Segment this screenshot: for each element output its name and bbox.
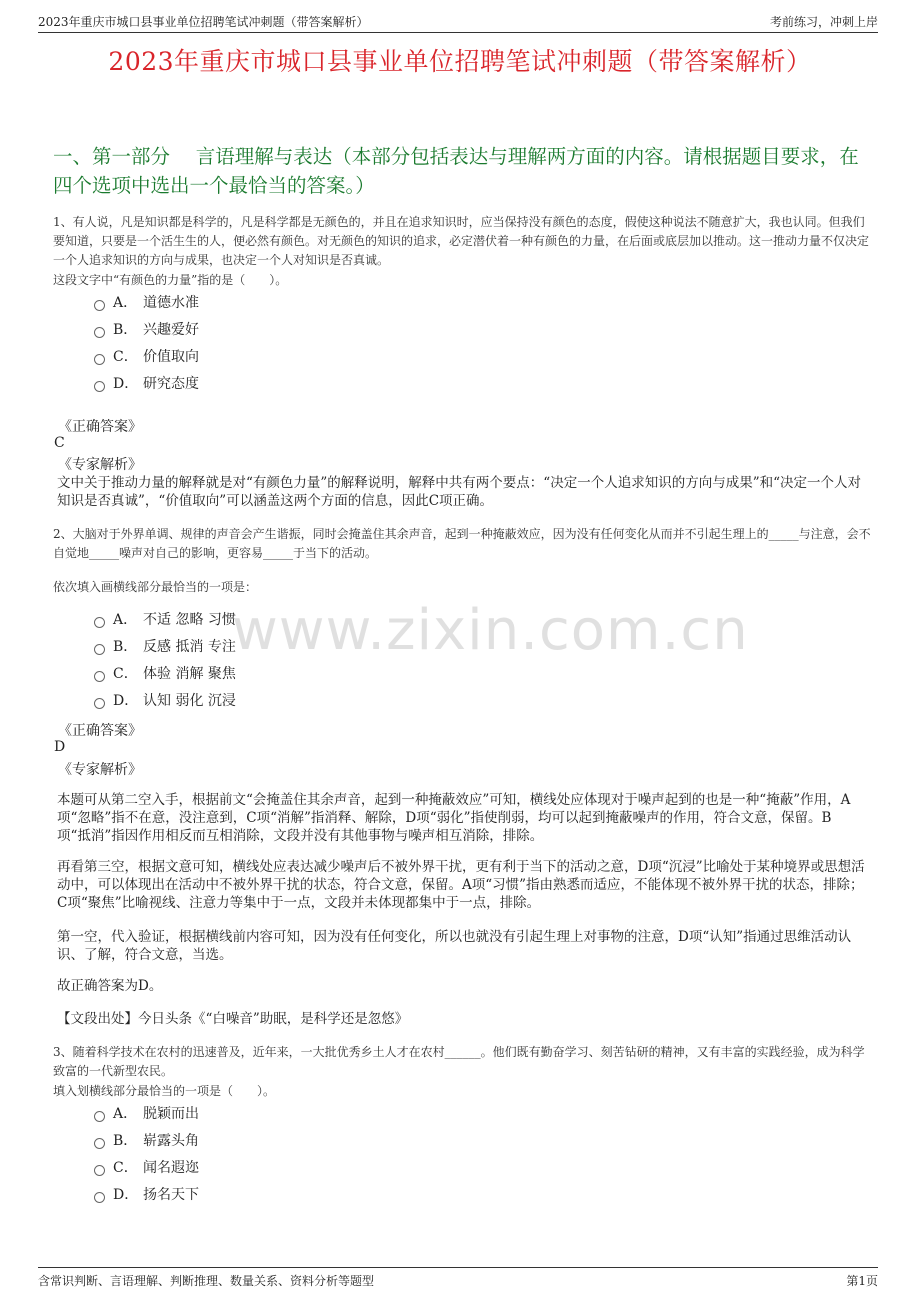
- q2-answer: D: [54, 739, 66, 755]
- radio-icon[interactable]: [94, 354, 105, 365]
- document-title: 2023年重庆市城口县事业单位招聘笔试冲刺题（带答案解析）: [108, 47, 812, 76]
- option-letter: A．: [113, 1106, 138, 1122]
- radio-icon[interactable]: [94, 698, 105, 709]
- radio-icon[interactable]: [94, 1165, 105, 1176]
- radio-icon[interactable]: [94, 1138, 105, 1149]
- option-text: 道德水准: [143, 295, 199, 311]
- q2-option-c[interactable]: [94, 662, 236, 684]
- option-letter: C．: [113, 666, 138, 682]
- radio-icon[interactable]: [94, 300, 105, 311]
- page-header: [38, 10, 878, 33]
- question-3-prompt: 填入划横线部分最恰当的一项是（ ）。: [53, 1084, 276, 1098]
- section-title: 一、第一部分 言语理解与表达（本部分包括表达与理解两方面的内容。请根据题目要求，在四个选项中选出一个最恰当的答案。）: [53, 145, 859, 197]
- option-letter: C．: [113, 349, 138, 365]
- q2-analysis-para: 故正确答案为D。: [57, 978, 163, 994]
- q2-source: 【文段出处】今日头条《“白噪音”助眠，是科学还是忽悠》: [57, 1011, 409, 1027]
- q1-answer-label: 《正确答案》: [58, 419, 142, 435]
- q2-option-d[interactable]: [94, 689, 236, 711]
- q2-analysis-para: 再看第三空，根据文意可知，横线处应表达减少噪声后不被外界干扰，更有利于当下的活动之意，D项“沉浸”比喻处于某种境界或思想活动中，可以体现出在活动中不被外界干扰的状态，符合文意，保留。A项“习惯”指由熟悉而适应，不能体现不被外界干扰的状态，排除；C项“聚焦”比喻视线、注意力等集中于一点，文段并未体现都集中于一点，排除。: [57, 859, 865, 911]
- option-text: 价值取向: [143, 349, 199, 365]
- q2-analysis-label: 《专家解析》: [58, 762, 142, 778]
- radio-icon[interactable]: [94, 644, 105, 655]
- question-2-text: 2、大脑对于外界单调、规律的声音会产生谐振，同时会掩盖住其余声音，起到一种掩蔽效应，因为没有任何变化从而并不引起生理上的_____与注意，会不自觉地_____噪声对自己的影响，更容易_____于当下的活动。: [53, 527, 871, 560]
- q1-answer: C: [54, 435, 65, 451]
- option-text: 研究态度: [143, 376, 199, 392]
- radio-icon[interactable]: [94, 1192, 105, 1203]
- option-letter: A．: [113, 295, 138, 311]
- q1-option-b[interactable]: [94, 318, 199, 340]
- q2-option-a[interactable]: [94, 608, 236, 630]
- q2-analysis-para: 本题可从第二空入手，根据前文“会掩盖住其余声音，起到一种掩蔽效应”可知，横线处应体现对于噪声起到的也是一种“掩蔽”作用，A项“忽略”指不在意，没注意到，C项“消解”指消释、解除，D项“弱化”指使削弱，均可以起到掩蔽噪声的作用，符合文意，保留。B项“抵消”指因作用相反而互相消除，文段并没有其他事物与噪声相互消除，排除。: [57, 792, 851, 844]
- option-letter: D．: [113, 1187, 139, 1203]
- option-letter: B．: [113, 1133, 138, 1149]
- option-text: 脱颖而出: [143, 1106, 199, 1122]
- option-letter: B．: [113, 639, 138, 655]
- q3-option-c[interactable]: [94, 1156, 199, 1178]
- q1-option-d[interactable]: [94, 372, 199, 394]
- radio-icon[interactable]: [94, 617, 105, 628]
- option-letter: C．: [113, 1160, 138, 1176]
- header-doc-title: 2023年重庆市城口县事业单位招聘笔试冲刺题（带答案解析）: [38, 15, 369, 29]
- question-2-prompt: 依次填入画横线部分最恰当的一项是：: [53, 580, 258, 594]
- radio-icon[interactable]: [94, 327, 105, 338]
- option-text: 闻名遐迩: [143, 1160, 199, 1176]
- option-text: 认知 弱化 沉浸: [143, 693, 236, 709]
- option-letter: B．: [113, 322, 138, 338]
- option-letter: D．: [113, 376, 139, 392]
- option-letter: A．: [113, 612, 138, 628]
- footer-description: 含常识判断、言语理解、判断推理、数量关系、资料分析等题型: [38, 1274, 375, 1288]
- option-text: 扬名天下: [143, 1187, 199, 1203]
- option-text: 体验 消解 聚焦: [143, 666, 236, 682]
- page-footer: [38, 1267, 878, 1290]
- question-1-prompt: 这段文字中“有颜色的力量”指的是（ ）。: [53, 273, 288, 287]
- q3-option-a[interactable]: [94, 1102, 199, 1124]
- option-text: 不适 忽略 习惯: [143, 612, 236, 628]
- q3-option-d[interactable]: [94, 1183, 199, 1205]
- q1-option-a[interactable]: [94, 291, 199, 313]
- page-number: 第1页: [846, 1274, 878, 1288]
- question-1-text: 1、有人说，凡是知识都是科学的，凡是科学都是无颜色的，并且在追求知识时，应当保持没有颜色的态度，假使这种说法不随意扩大，我也认同。但我们要知道，只要是一个活生生的人，便必然有颜色。对无颜色的知识的追求，必定潜伏着一种有颜色的力量，在后面或底层加以推动。这一推动力量不仅决定一个人追求知识的方向与成果，也决定一个人对知识是否真诚。: [53, 215, 870, 267]
- radio-icon[interactable]: [94, 1111, 105, 1122]
- header-slogan: 考前练习，冲刺上岸: [769, 15, 878, 29]
- q2-option-b[interactable]: [94, 635, 236, 657]
- option-letter: D．: [113, 693, 139, 709]
- q1-analysis-label: 《专家解析》: [58, 457, 142, 473]
- q1-option-c[interactable]: [94, 345, 199, 367]
- q2-analysis-para: 第一空，代入验证，根据横线前内容可知，因为没有任何变化，所以也就没有引起生理上对事物的注意，D项“认知”指通过思维活动认识、了解，符合文意，当选。: [57, 929, 852, 963]
- q1-analysis: 文中关于推动力量的解释就是对“有颜色力量”的解释说明，解释中共有两个要点：“决定一个人追求知识的方向与成果”和“决定一个人对知识是否真诚”，“价值取向”可以涵盖这两个方面的信息，因此C项正确。: [57, 475, 862, 509]
- watermark: www.zixin.com.cn: [232, 598, 749, 663]
- question-3-text: 3、随着科学技术在农村的迅速普及，近年来，一大批优秀乡土人才在农村______。他们既有勤奋学习、刻苦钻研的精神，又有丰富的实践经验，成为科学致富的一代新型农民。: [53, 1045, 865, 1078]
- q3-option-b[interactable]: [94, 1129, 199, 1151]
- option-text: 兴趣爱好: [143, 322, 199, 338]
- option-text: 崭露头角: [143, 1133, 199, 1149]
- q2-answer-label: 《正确答案》: [58, 723, 142, 739]
- radio-icon[interactable]: [94, 671, 105, 682]
- option-text: 反感 抵消 专注: [143, 639, 236, 655]
- radio-icon[interactable]: [94, 381, 105, 392]
